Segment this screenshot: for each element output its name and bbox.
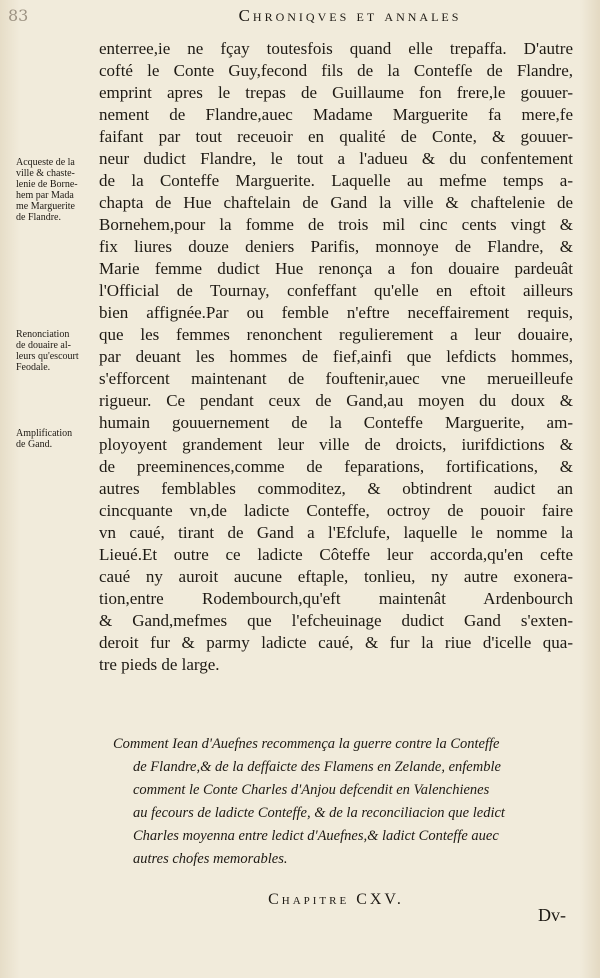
text-line: de la Conteffe Marguerite. Laquelle au mefme temps a- [99, 171, 573, 190]
margin-note-line: Acqueste de la [16, 157, 75, 168]
summary-line: comment le Conte Charles d'Anjou defcendit en Valenchienes [133, 782, 490, 798]
margin-note-line: lenie de Borne- [16, 179, 78, 190]
summary-line: autres chofes memorables. [133, 851, 288, 867]
text-line: de preeminences,comme de feparations, fortifications, & [99, 457, 573, 476]
text-line: que les femmes renonchent regulierement a leur douaire, [99, 325, 573, 344]
text-line: par deuant les hommes de fief,ainfi que lefdicts hommes, [99, 347, 573, 366]
text-line: Bornehem,pour la fomme de trois mil cinc cents vingt & [99, 215, 573, 234]
margin-note-line: de Gand. [16, 439, 53, 450]
text-line: & Gand,mefmes que l'efcheuinage dudict Gand s'exten- [99, 611, 573, 630]
text-line: bien affignée.Par ou femble n'eftre neceffairement requis, [99, 303, 573, 322]
text-line: Marie femme dudict Hue renonça a fon douaire pardeuât [99, 259, 573, 278]
summary-line: Charles moyenna entre ledict d'Auefnes,& ladict Conteffe auec [133, 828, 499, 844]
text-line: Lieué.Et outre ce ladicte Côteffe leur accorda,qu'en cefte [99, 545, 573, 564]
text-line: vn caué, tirant de Gand a l'Efclufe, laquelle le nomme la [99, 523, 573, 542]
margin-note-line: de douaire al- [16, 340, 71, 351]
catchword: Dv- [538, 905, 566, 925]
text-line: autres femblables commoditez, & obtindrent audict an [99, 479, 573, 498]
margin-note-line: leurs qu'escourt [16, 351, 79, 362]
text-line: s'efforcent maintenant de fouftenir,auec vne merueilleufe [99, 369, 573, 388]
text-line: cincquante vn,de ladicte Conteffe, octroy de pouoir faire [99, 501, 573, 520]
text-line: emprint apres le trepas de Guillaume fon frere,le gouuer- [99, 83, 573, 102]
margin-note-line: Renonciation [16, 329, 70, 340]
chapter-heading: Chapitre CXV. [268, 891, 404, 908]
margin-note-line: me Marguerite [16, 201, 75, 212]
text-line: chapta de Hue chaftelain de Gand la ville & chaftelenie de [99, 193, 573, 212]
margin-note-acquisition [16, 157, 98, 223]
text-line: tre pieds de large. [99, 655, 220, 674]
summary-line: de Flandre,& de la deffaicte des Flamens en Zelande, enfemble [133, 759, 501, 775]
main-text-block [99, 38, 573, 676]
text-line: fix liures douze deniers Parifis, monnoye de Flandre, & [99, 237, 573, 256]
text-line: tion,entre Rodembourch,qu'eft maintenât Ardenbourch [99, 589, 573, 608]
margin-note-line: de Flandre. [16, 212, 61, 223]
text-line: ployoyent grandement leur ville de droicts, iurifdictions & [99, 435, 573, 454]
text-line: enterree,ie ne fçay toutesfois quand elle trepaffa. D'autre [99, 39, 573, 58]
summary-line: au fecours de ladicte Conteffe, & de la reconciliacion que ledict [133, 805, 505, 821]
margin-note-amplification [16, 428, 98, 450]
margin-note-line: Amplification [16, 428, 73, 439]
text-line: deroit fur & parmy ladicte caué, & fur la riue d'icelle qua- [99, 633, 573, 652]
margin-note-line: ville & chaste- [16, 168, 75, 179]
running-head: Chroniqves et annales [238, 6, 462, 25]
text-line: l'Official de Tournay, confeffant qu'elle en eftoit ailleurs [99, 281, 573, 300]
text-line: faifant par tout receuoir en qualité de Conte, & gouuer- [99, 127, 573, 146]
text-line: rigueur. Ce pendant ceux de Gand,au moyen du doux & [99, 391, 573, 410]
text-line: caué ny auroit aucune eftaple, tonlieu, ny autre exonera- [99, 567, 573, 586]
folio-number: 83 [8, 6, 29, 25]
margin-note-renunciation [16, 329, 98, 373]
summary-line: Comment Iean d'Auefnes recommença la guerre contre la Conteffe [113, 736, 500, 752]
text-line: humain gouuernement de la Conteffe Marguerite, am- [99, 413, 573, 432]
chapter-summary [113, 733, 579, 871]
margin-note-line: Feodale. [16, 362, 51, 373]
margin-note-line: hem par Mada [16, 190, 74, 201]
text-line: nement de Flandre,auec Madame Marguerite fa mere,fe [99, 105, 573, 124]
text-line: neur dudict Flandre, le tout a l'adueu & du confentement [99, 149, 573, 168]
text-line: cofté le Conte Guy,fecond fils de la Contefſe de Flandre, [99, 61, 573, 80]
